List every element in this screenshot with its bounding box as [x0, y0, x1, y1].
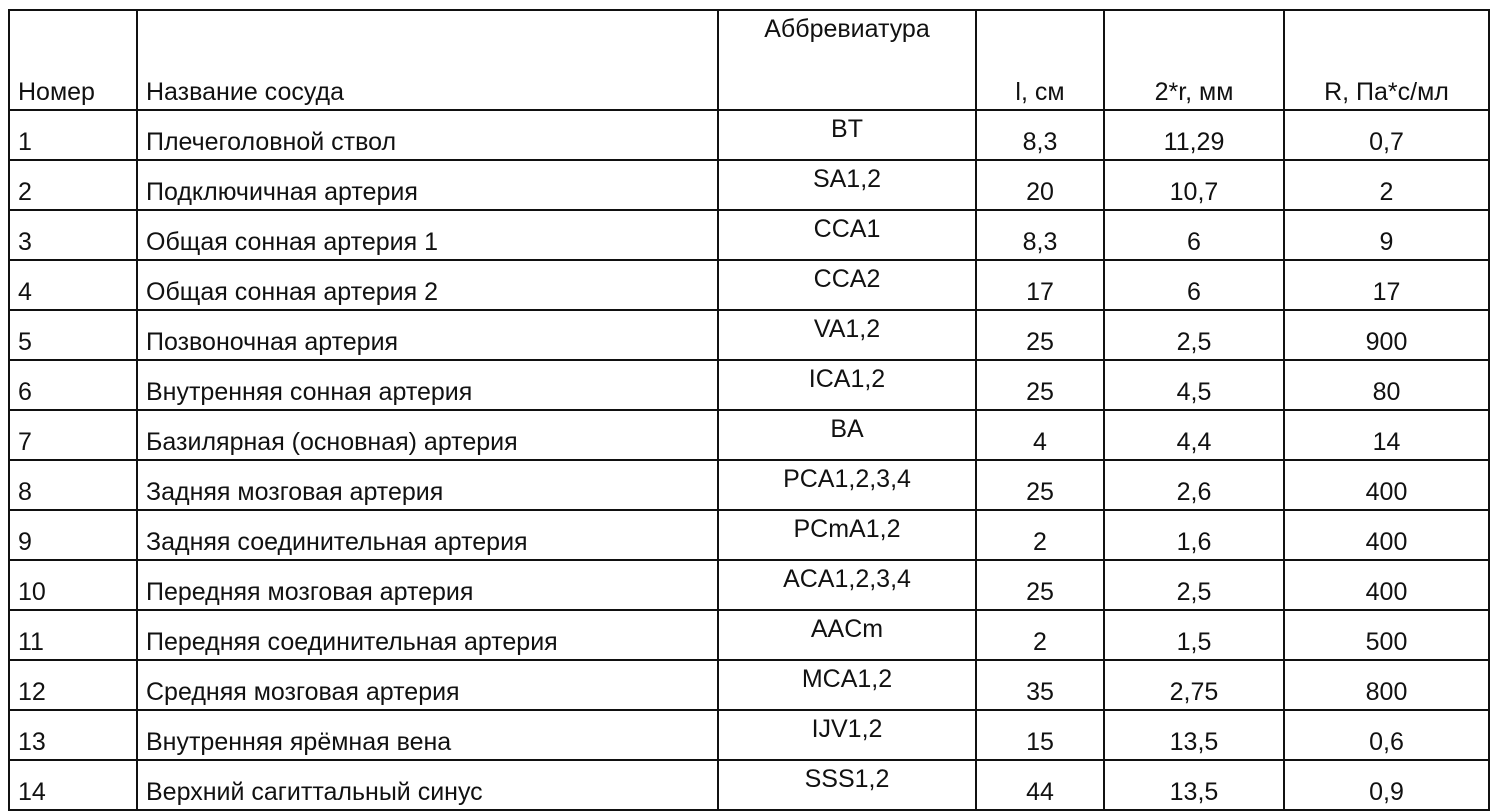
- cell-abbreviation: AACm: [718, 610, 976, 660]
- cell-resistance: 400: [1284, 560, 1489, 610]
- cell-length: 8,3: [976, 110, 1104, 160]
- cell-length: 25: [976, 360, 1104, 410]
- header-abbreviation: Аббревиатура: [718, 10, 976, 110]
- cell-number: 8: [9, 460, 137, 510]
- cell-number: 13: [9, 710, 137, 760]
- cell-diameter: 2,5: [1104, 560, 1284, 610]
- cell-vessel-name: Задняя мозговая артерия: [137, 460, 718, 510]
- table-row: [9, 310, 1489, 360]
- cell-resistance: 400: [1284, 460, 1489, 510]
- table-row: [9, 210, 1489, 260]
- table-row: [9, 160, 1489, 210]
- cell-number: 3: [9, 210, 137, 260]
- header-number: Номер: [9, 10, 137, 110]
- cell-diameter: 4,5: [1104, 360, 1284, 410]
- header-resistance: R, Па*с/мл: [1284, 10, 1489, 110]
- header-vessel-name: Название сосуда: [137, 10, 718, 110]
- cell-vessel-name: Средняя мозговая артерия: [137, 660, 718, 710]
- cell-length: 8,3: [976, 210, 1104, 260]
- cell-vessel-name: Позвоночная артерия: [137, 310, 718, 360]
- table-row: [9, 710, 1489, 760]
- cell-resistance: 0,7: [1284, 110, 1489, 160]
- cell-length: 2: [976, 610, 1104, 660]
- cell-length: 20: [976, 160, 1104, 210]
- cell-vessel-name: Базилярная (основная) артерия: [137, 410, 718, 460]
- cell-vessel-name: Подключичная артерия: [137, 160, 718, 210]
- table-row: [9, 660, 1489, 710]
- cell-diameter: 1,5: [1104, 610, 1284, 660]
- cell-abbreviation: ICA1,2: [718, 360, 976, 410]
- table-body: [9, 110, 1489, 810]
- cell-length: 25: [976, 310, 1104, 360]
- cell-length: 25: [976, 460, 1104, 510]
- header-diameter: 2*r, мм: [1104, 10, 1284, 110]
- table-row: [9, 410, 1489, 460]
- cell-abbreviation: SSS1,2: [718, 760, 976, 810]
- cell-resistance: 900: [1284, 310, 1489, 360]
- cell-abbreviation: SA1,2: [718, 160, 976, 210]
- cell-diameter: 6: [1104, 210, 1284, 260]
- cell-abbreviation: PCmA1,2: [718, 510, 976, 560]
- vessel-table: [8, 9, 1490, 811]
- cell-abbreviation: BT: [718, 110, 976, 160]
- cell-diameter: 2,6: [1104, 460, 1284, 510]
- table-row: [9, 260, 1489, 310]
- cell-number: 4: [9, 260, 137, 310]
- cell-number: 12: [9, 660, 137, 710]
- cell-resistance: 14: [1284, 410, 1489, 460]
- cell-diameter: 2,75: [1104, 660, 1284, 710]
- cell-length: 44: [976, 760, 1104, 810]
- header-length: l, см: [976, 10, 1104, 110]
- cell-diameter: 13,5: [1104, 710, 1284, 760]
- cell-length: 2: [976, 510, 1104, 560]
- cell-diameter: 6: [1104, 260, 1284, 310]
- cell-number: 6: [9, 360, 137, 410]
- cell-resistance: 2: [1284, 160, 1489, 210]
- cell-resistance: 0,6: [1284, 710, 1489, 760]
- table-header: [9, 10, 1489, 110]
- table-row: [9, 460, 1489, 510]
- cell-resistance: 0,9: [1284, 760, 1489, 810]
- cell-number: 7: [9, 410, 137, 460]
- cell-vessel-name: Задняя соединительная артерия: [137, 510, 718, 560]
- cell-length: 4: [976, 410, 1104, 460]
- cell-resistance: 500: [1284, 610, 1489, 660]
- cell-vessel-name: Внутренняя сонная артерия: [137, 360, 718, 410]
- table-row: [9, 110, 1489, 160]
- cell-diameter: 11,29: [1104, 110, 1284, 160]
- cell-number: 14: [9, 760, 137, 810]
- cell-diameter: 4,4: [1104, 410, 1284, 460]
- cell-diameter: 10,7: [1104, 160, 1284, 210]
- cell-number: 9: [9, 510, 137, 560]
- cell-resistance: 17: [1284, 260, 1489, 310]
- cell-resistance: 80: [1284, 360, 1489, 410]
- cell-number: 5: [9, 310, 137, 360]
- table-row: [9, 510, 1489, 560]
- cell-number: 10: [9, 560, 137, 610]
- cell-abbreviation: BA: [718, 410, 976, 460]
- table-row: [9, 610, 1489, 660]
- cell-abbreviation: CCA1: [718, 210, 976, 260]
- cell-diameter: 2,5: [1104, 310, 1284, 360]
- table-row: [9, 560, 1489, 610]
- cell-abbreviation: IJV1,2: [718, 710, 976, 760]
- cell-number: 2: [9, 160, 137, 210]
- cell-length: 25: [976, 560, 1104, 610]
- cell-length: 17: [976, 260, 1104, 310]
- cell-abbreviation: ACA1,2,3,4: [718, 560, 976, 610]
- cell-abbreviation: MCA1,2: [718, 660, 976, 710]
- header-row: [9, 10, 1489, 110]
- cell-length: 35: [976, 660, 1104, 710]
- cell-vessel-name: Передняя мозговая артерия: [137, 560, 718, 610]
- cell-resistance: 9: [1284, 210, 1489, 260]
- cell-abbreviation: PCA1,2,3,4: [718, 460, 976, 510]
- cell-vessel-name: Общая сонная артерия 2: [137, 260, 718, 310]
- cell-abbreviation: CCA2: [718, 260, 976, 310]
- cell-vessel-name: Верхний сагиттальный синус: [137, 760, 718, 810]
- table-row: [9, 760, 1489, 810]
- cell-diameter: 13,5: [1104, 760, 1284, 810]
- cell-vessel-name: Передняя соединительная артерия: [137, 610, 718, 660]
- cell-diameter: 1,6: [1104, 510, 1284, 560]
- cell-number: 11: [9, 610, 137, 660]
- cell-resistance: 400: [1284, 510, 1489, 560]
- cell-abbreviation: VA1,2: [718, 310, 976, 360]
- cell-number: 1: [9, 110, 137, 160]
- table-row: [9, 360, 1489, 410]
- cell-vessel-name: Общая сонная артерия 1: [137, 210, 718, 260]
- cell-vessel-name: Внутренняя ярёмная вена: [137, 710, 718, 760]
- cell-resistance: 800: [1284, 660, 1489, 710]
- cell-vessel-name: Плечеголовной ствол: [137, 110, 718, 160]
- cell-length: 15: [976, 710, 1104, 760]
